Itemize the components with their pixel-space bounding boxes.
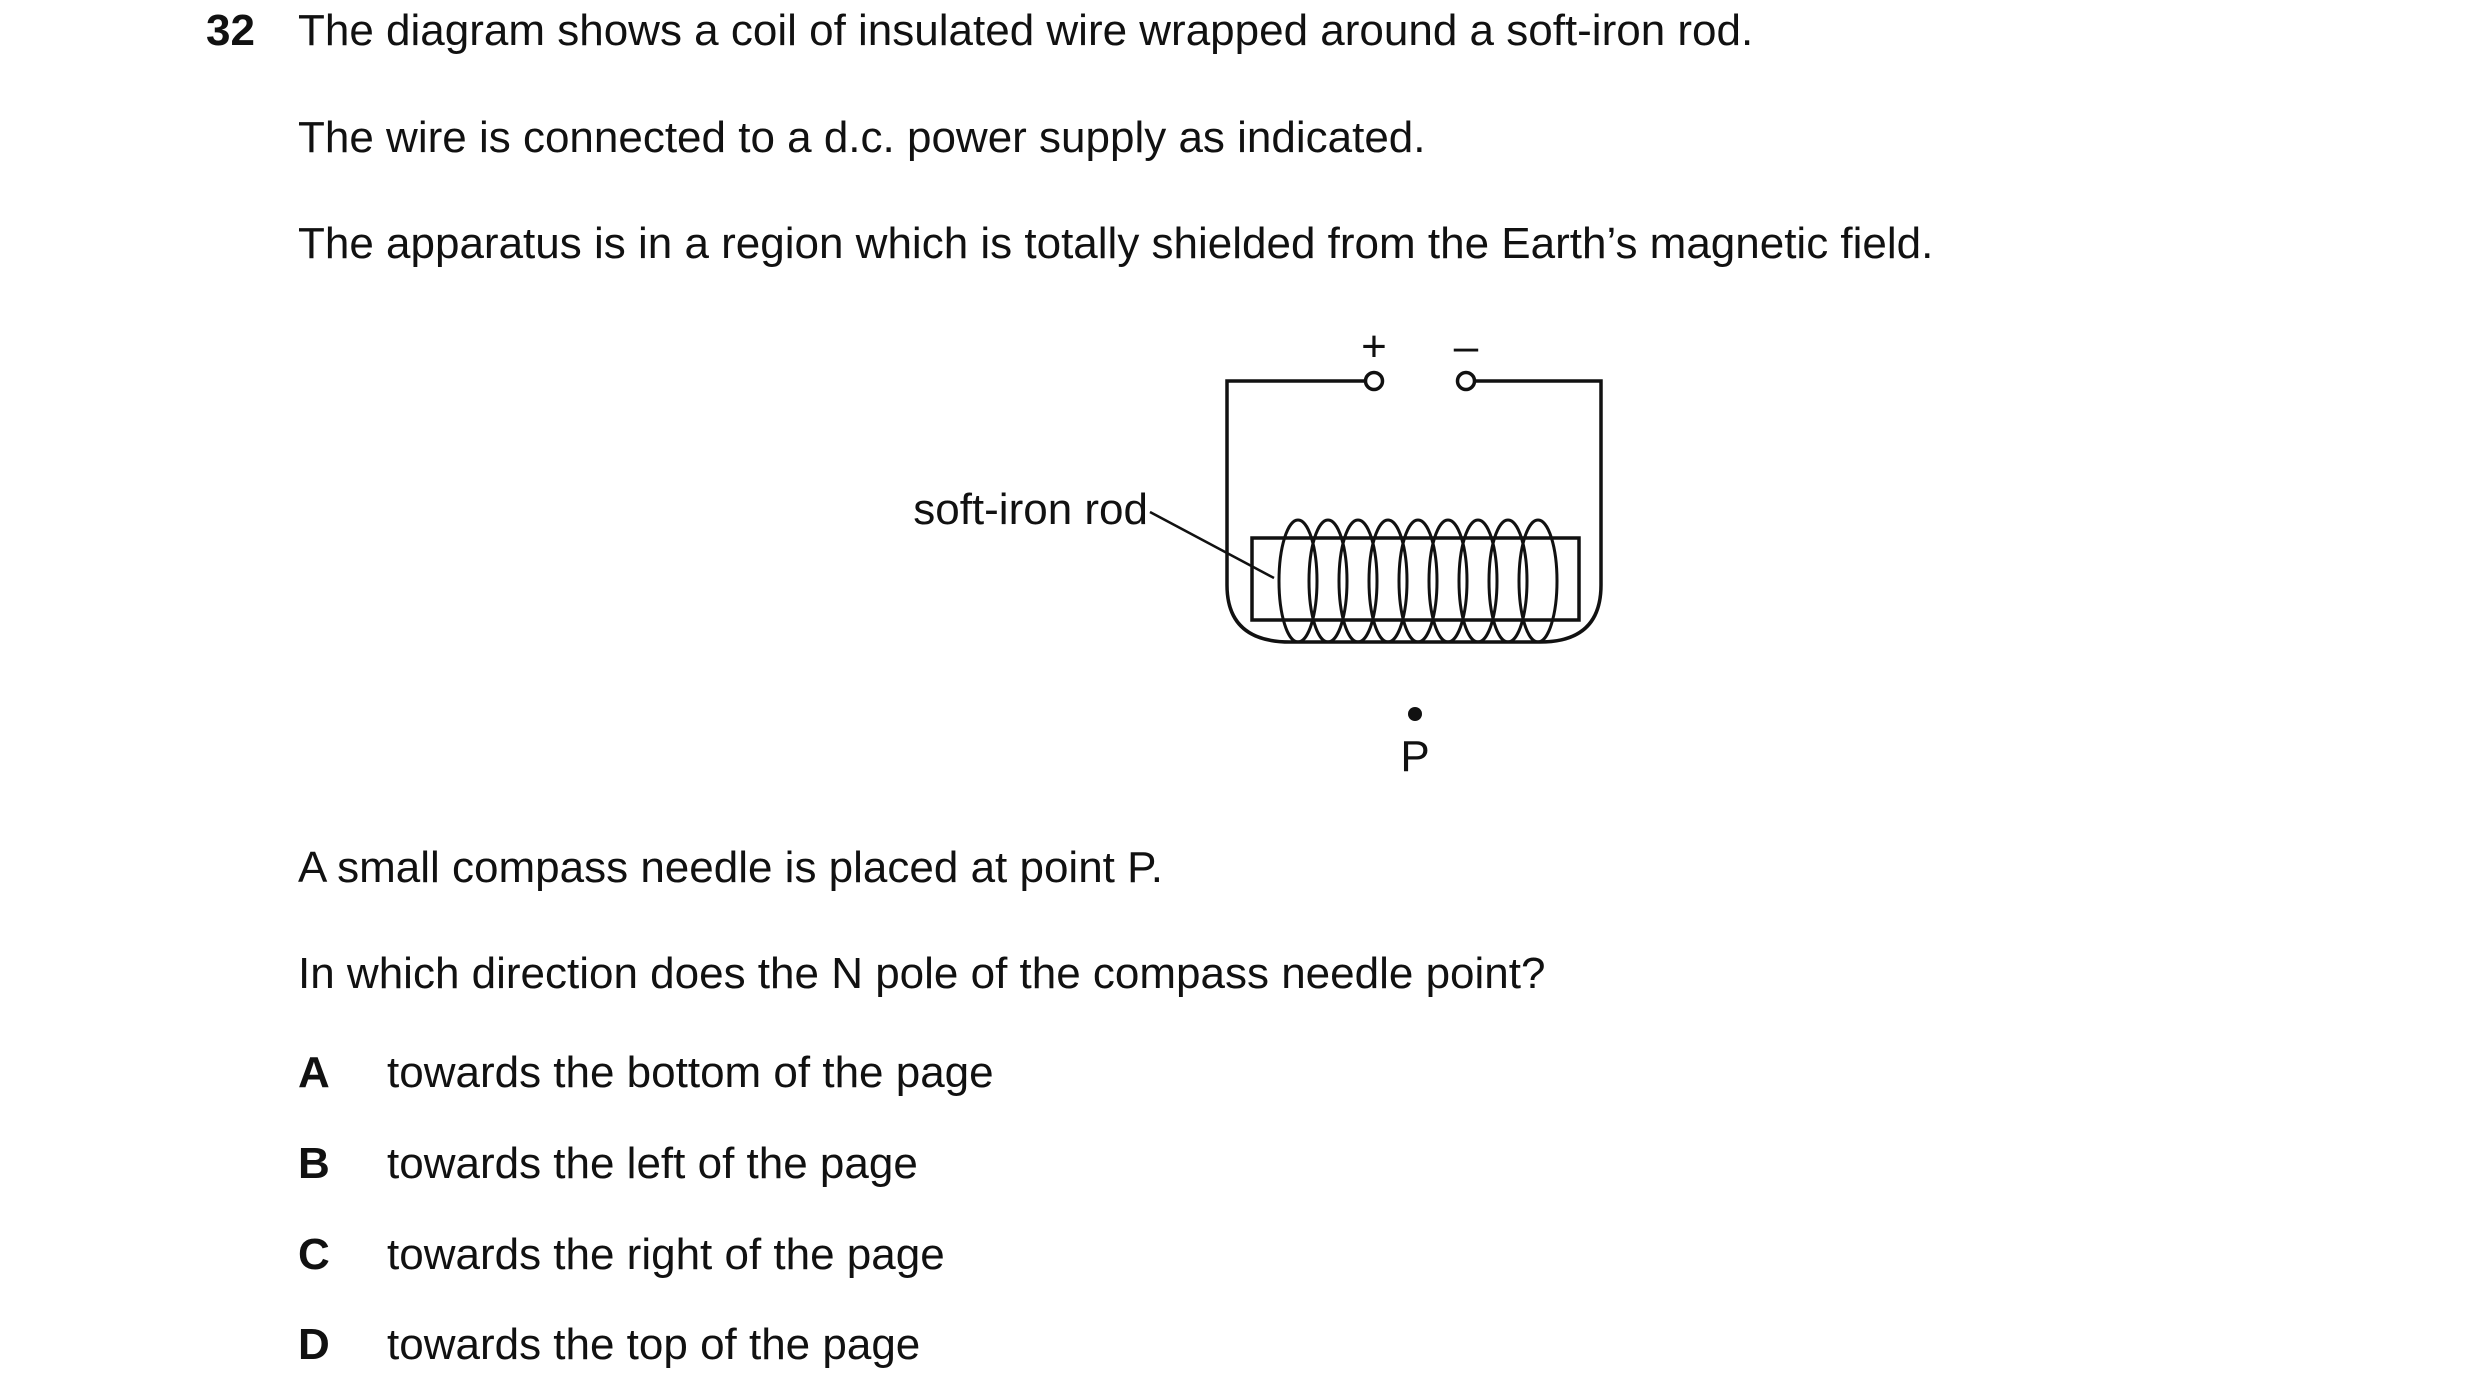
option-a-text: towards the bottom of the page xyxy=(387,1048,994,1097)
intro-line-2: The wire is connected to a d.c. power supply as indicated. xyxy=(298,113,1426,162)
option-d-text: towards the top of the page xyxy=(387,1320,921,1369)
intro-line-1: The diagram shows a coil of insulated wire wrapped around a soft-iron rod. xyxy=(298,6,1754,55)
intro-line-3: The apparatus is in a region which is totally shielded from the Earth’s magnetic field. xyxy=(298,219,1934,268)
option-b-letter: B xyxy=(298,1139,330,1188)
point-p-label: P xyxy=(1400,732,1430,781)
plus-terminal-label: + xyxy=(1361,322,1387,371)
soft-iron-rod-label: soft-iron rod xyxy=(913,485,1148,534)
option-c-text: towards the right of the page xyxy=(387,1230,945,1279)
minus-terminal xyxy=(1458,373,1475,390)
option-d-letter: D xyxy=(298,1320,330,1369)
option-a-letter: A xyxy=(298,1048,330,1097)
question-number: 32 xyxy=(206,6,255,55)
minus-terminal-label: – xyxy=(1453,322,1479,371)
soft-iron-rod xyxy=(1252,538,1579,620)
option-c-letter: C xyxy=(298,1230,330,1279)
point-p-dot xyxy=(1408,707,1422,721)
after-line-1: A small compass needle is placed at point P. xyxy=(298,843,1164,892)
after-line-2: In which direction does the N pole of the compass needle point? xyxy=(298,949,1546,998)
option-b-text: towards the left of the page xyxy=(387,1139,918,1188)
plus-terminal xyxy=(1366,373,1383,390)
